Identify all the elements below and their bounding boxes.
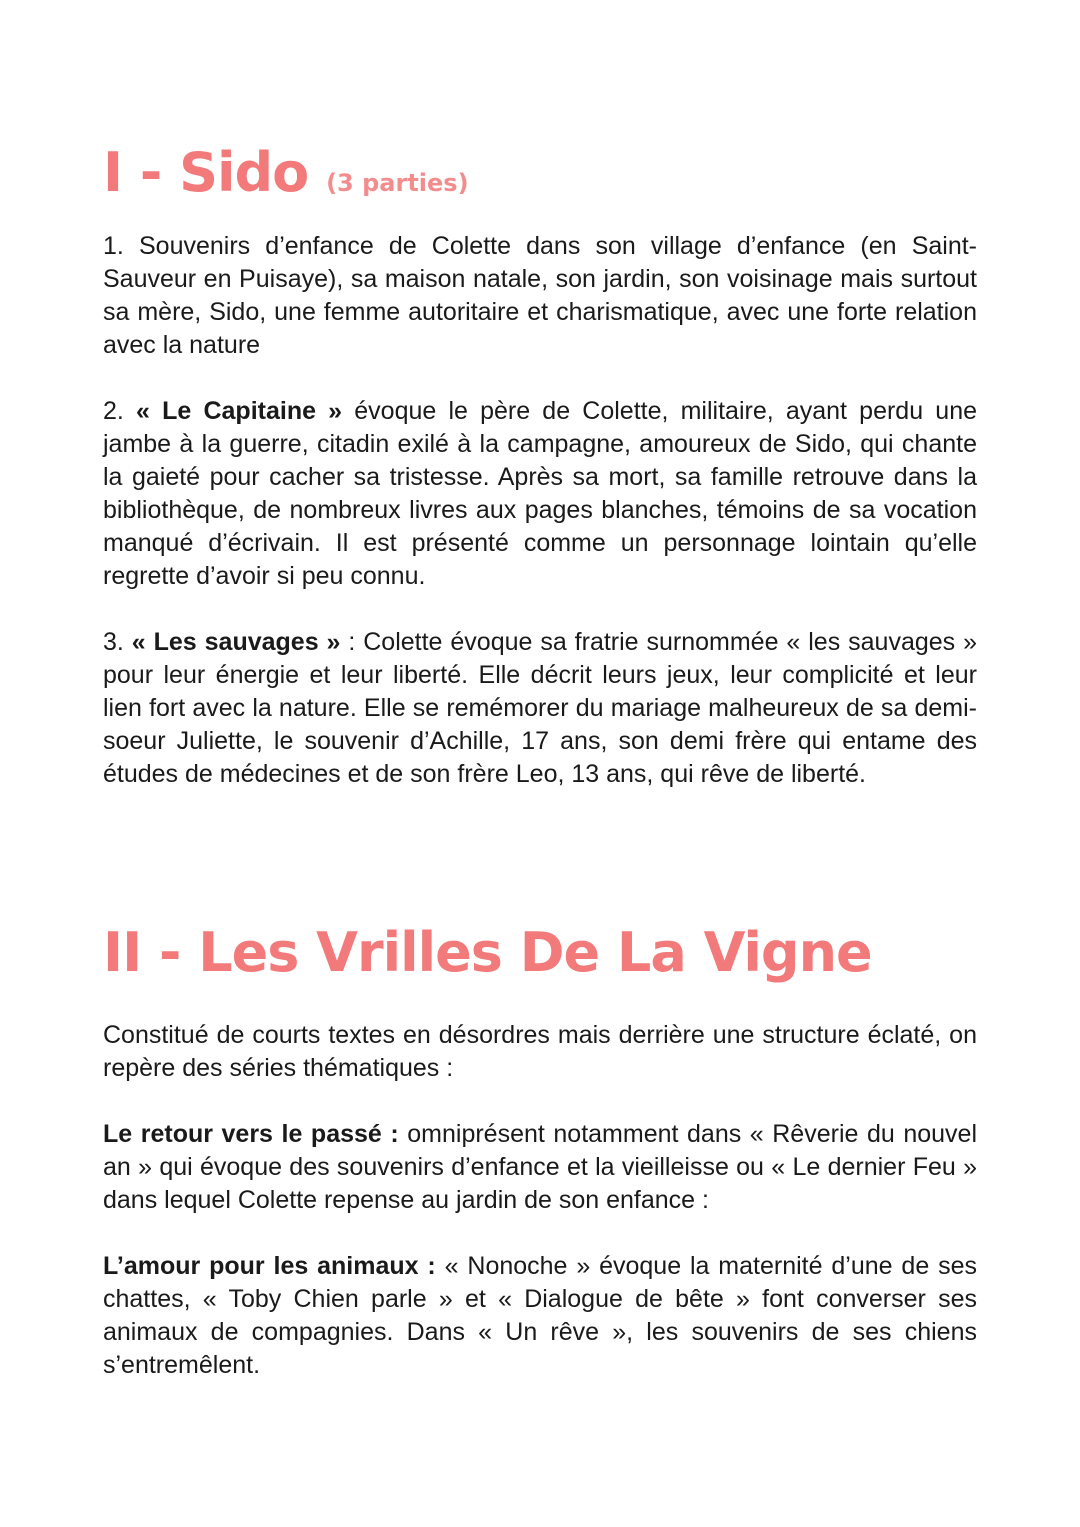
section-1-item-3 [103, 626, 977, 791]
item-text: : Colette évoque sa fratrie surnommée « les sauvages » pour leur énergie et leur liberté. Elle décrit leurs jeux, leur complicité et leur lien fort avec la nature. Elle se remémorer du mariage malheureux de sa demi-soeur Juliette, le souvenir d’Achille, 17 ans, son demi frère qui entame des études de médecines et de son frère Leo, 13 ans, qui rêve de liberté. [103, 628, 977, 788]
item-lead: « Le Capitaine » [136, 397, 343, 425]
item-number: 2. [103, 397, 124, 425]
item-number: 1. [103, 232, 124, 260]
section-2-theme-2 [103, 1250, 977, 1382]
theme-text: « Nonoche » évoque la maternité d’une de ses chattes, « Toby Chien parle » et « Dialogue de bête » font converser ses animaux de compagnies. Dans « Un rêve », les souvenirs de ses chiens s’entremêlent. [103, 1252, 977, 1379]
section-1-item-1 [103, 230, 977, 362]
theme-lead: L’amour pour les animaux : [103, 1252, 436, 1280]
item-text: évoque le père de Colette, militaire, ayant perdu une jambe à la guerre, citadin exilé à la campagne, amoureux de Sido, qui chante la gaieté pour cacher sa tristesse. Après sa mort, sa famille retrouve dans la bibliothèque, de nombreux livres aux pages blanches, témoins de sa vocation manqué d’écrivain. Il est présenté comme un personnage lointain qu’elle regrette d’avoir si peu connu. [103, 397, 978, 590]
section-1-subtitle: (3 parties) [326, 169, 469, 197]
section-1-title [103, 138, 469, 218]
section-2-intro: Constitué de courts textes en désordres mais derrière une structure éclaté, on repère des séries thématiques : [103, 1021, 977, 1082]
section-1-item-2 [103, 395, 977, 593]
item-text: Souvenirs d’enfance de Colette dans son village d’enfance (en Saint-Sauveur en Puisaye), sa maison natale, son jardin, son voisinage mais surtout sa mère, Sido, une femme autoritaire et charismatique, avec une forte relation avec la nature [103, 232, 977, 359]
item-number: 3. [103, 628, 124, 656]
theme-text: omniprésent notamment dans « Rêverie du nouvel an » qui évoque des souvenirs d’enfance et la vieilleisse ou « Le dernier Feu » dans lequel Colette repense au jardin de son enfance : [103, 1120, 977, 1214]
section-2-title: II - Les Vrilles De La Vigne [103, 921, 872, 984]
item-lead: « Les sauvages » [131, 628, 341, 656]
section-2-theme-1 [103, 1118, 977, 1217]
section-1-title-text: I - Sido [103, 141, 309, 204]
theme-lead: Le retour vers le passé : [103, 1120, 399, 1148]
